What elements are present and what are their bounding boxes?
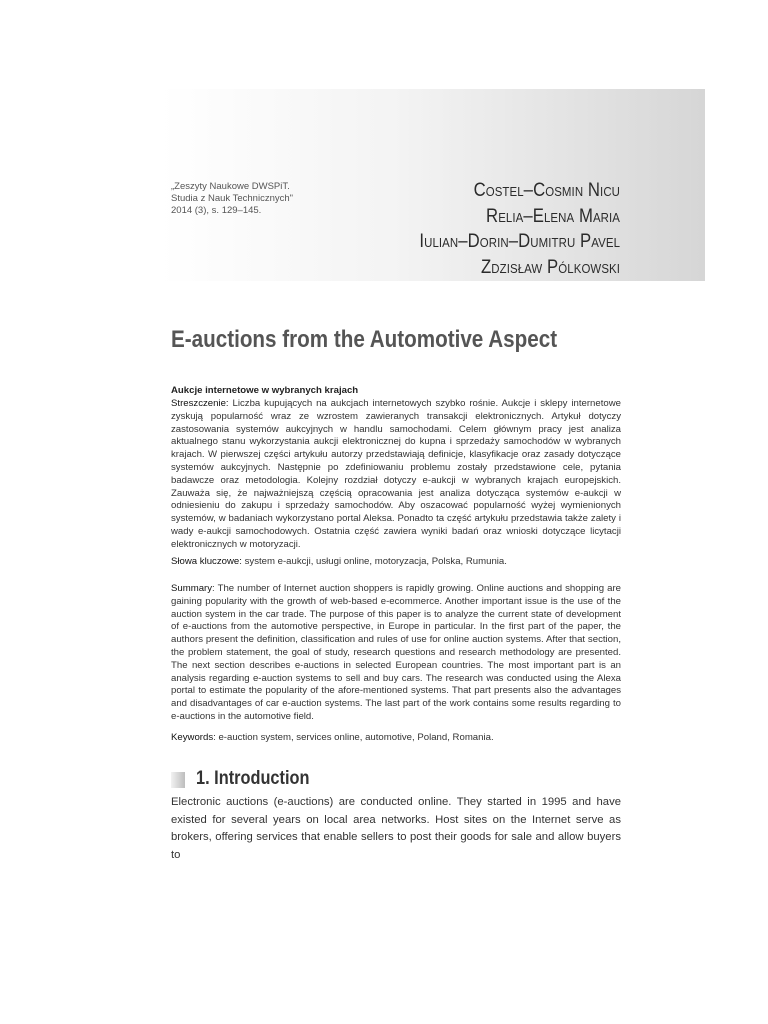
- english-summary-label: Summary: [171, 583, 213, 594]
- english-summary-text: : The number of Internet auction shoppers is rapidly growing. Online auctions and shopping are gaining popularity with the growth of web-based e-ecommerce. Another important issue is the use of the auction system in the car trade. The purpose of this paper is to analyze the current state of development of e-auctions from the automotive perspective, in Europe in particular. In the first part of the paper, the authors present the definition, classification and rules of use for online auction systems. After that section, the problem statement, the goal of study, research questions and research methodology are presented. The next section describes e-auctions in selected European countries. The most important part is an analysis regarding e-auction systems to sell and buy cars. The research was conducted using the Alexa portal to estimate the popularity of the afore-mentioned systems. That part presents also the advantages and disadvantages of car e-auction systems. The last part of the work contains some results regarding to e-auctions in the automotive field.: [171, 583, 621, 722]
- author-name: Iulian–Dorin–Dumitru Pavel: [419, 231, 620, 252]
- author-name: Relia–Elena Maria: [486, 205, 620, 227]
- journal-ref-line: Studia z Nauk Technicznych": [171, 193, 294, 204]
- section-body: Electronic auctions (e-auctions) are conducted online. They started in 1995 and have existed for several years on local area networks. Host sites on the Internet serve as brokers, offering services that enable sellers to post their goods for sale and allow buyers to: [171, 796, 621, 861]
- polish-abstract-label: Streszczenie:: [171, 398, 229, 409]
- english-keywords: [171, 732, 621, 745]
- polish-keywords-text: system e-aukcji, usługi online, motoryzacja, Polska, Rumunia.: [244, 556, 507, 567]
- paper-title: E-auctions from the Automotive Aspect: [171, 326, 558, 353]
- polish-abstract: [171, 398, 621, 552]
- journal-ref-line: 2014 (3), s. 129–145.: [171, 205, 262, 216]
- section-heading: [171, 768, 471, 792]
- polish-abstract-text: Liczba kupujących na aukcjach internetowych szybko rośnie. Aukcje i sklepy internetowe zyskują popularność wraz ze wzrostem zawieranych transakcji elektronicznych. Artykuł dotyczy zastosowania systemów aukcyjnych w handlu samochodami. Celem głównym pracy jest analiza aktualnego stanu wykorzystania aukcji elektronicznej do kupna i sprzedaży samochodów w wybranych krajach. W pierwszej części artykułu autorzy przedstawiają definicje, klasyfikacje oraz zasady dotyczące systemów aukcyjnych. Następnie po zdefiniowaniu problemu zostały przedstawione cele, pytania badawcze oraz metodologia. Kolejny rozdział dotyczy e-aukcji w wybranych krajach europejskich. Zauważa się, że najważniejszą częścią opracowania jest analiza dotycząca systemów e-aukcji w odniesieniu do zakupu i sprzedaży samochodów. Aby oszacować popularność wyżej wymienionych systemów, w badaniach wykorzystano portal Aleksa. Ponadto ta część artykułu przedstawia także zalety i wady e-aukcji samochodowych. Ostatnia część zawiera wyniki badań oraz wnioski dotyczące licytacji elektronicznych w motoryzacji.: [171, 398, 621, 550]
- section-title: 1. Introduction: [196, 768, 310, 789]
- author-name: Zdzisław Pólkowski: [480, 256, 620, 278]
- journal-reference: [171, 181, 371, 217]
- english-summary: [171, 583, 621, 724]
- section-marker: [171, 772, 185, 788]
- journal-ref-line: „Zeszyty Naukowe DWSPiT.: [171, 181, 290, 192]
- polish-title: Aukcje internetowe w wybranych krajach: [171, 385, 359, 396]
- author-list: [392, 178, 620, 280]
- polish-keywords: [171, 556, 621, 569]
- polish-keywords-label: Słowa kluczowe:: [171, 556, 242, 567]
- english-keywords-label: Keywords: [171, 732, 214, 743]
- english-keywords-text: : e-auction system, services online, automotive, Poland, Romania.: [213, 732, 494, 743]
- author-name: Costel–Cosmin Nicu: [473, 180, 620, 201]
